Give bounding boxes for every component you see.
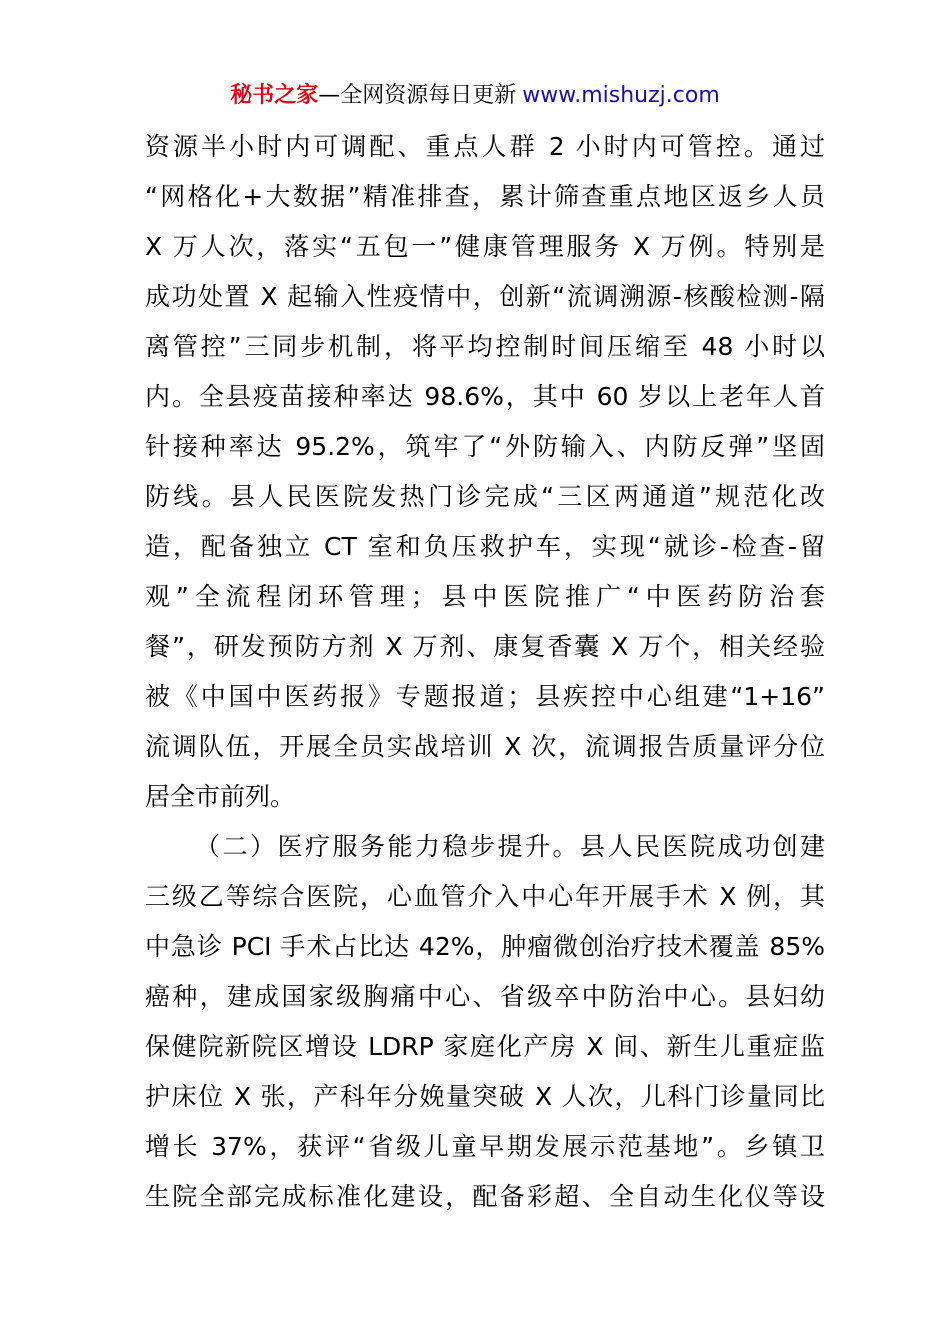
text-line: 护床位 X 张，产科年分娩量突破 X 人次，儿科门诊量同比 bbox=[145, 1082, 825, 1111]
text-line: 资源半小时内可调配、重点人群 2 小时内可管控。通过 bbox=[145, 132, 825, 161]
body-text bbox=[145, 122, 825, 1222]
text-line: 观”全流程闭环管理；县中医院推广“中医药防治套 bbox=[145, 582, 825, 611]
site-header bbox=[0, 80, 950, 112]
text-line: 离管控”三同步机制，将平均控制时间压缩至 48 小时以 bbox=[145, 332, 825, 361]
text-line: “网格化+大数据”精准排查，累计筛查重点地区返乡人员 bbox=[145, 182, 825, 211]
text-line: X 万人次，落实“五包一”健康管理服务 X 万例。特别是 bbox=[145, 232, 825, 261]
text-line: 居全市前列。 bbox=[145, 782, 296, 811]
site-brand: 秘书之家 bbox=[230, 83, 319, 108]
text-line: 餐”，研发预防方剂 X 万剂、康复香囊 X 万个，相关经验 bbox=[145, 632, 825, 661]
text-line: 成功处置 X 起输入性疫情中，创新“流调溯源-核酸检测-隔 bbox=[145, 282, 825, 311]
text-line: 中急诊 PCI 手术占比达 42%，肿瘤微创治疗技术覆盖 85% bbox=[145, 932, 825, 961]
site-url-link[interactable]: www.mishuzj.com bbox=[522, 83, 720, 108]
text-line: 癌种，建成国家级胸痛中心、省级卒中防治中心。县妇幼 bbox=[145, 982, 825, 1011]
text-line: 三级乙等综合医院，心血管介入中心年开展手术 X 例，其 bbox=[145, 882, 825, 911]
text-line: 造，配备独立 CT 室和负压救护车，实现“就诊-检查-留 bbox=[145, 532, 825, 561]
text-line: 流调队伍，开展全员实战培训 X 次，流调报告质量评分位 bbox=[145, 732, 825, 761]
text-line: 生院全部完成标准化建设，配备彩超、全自动生化仪等设 bbox=[145, 1182, 825, 1211]
text-line: 内。全县疫苗接种率达 98.6%，其中 60 岁以上老年人首 bbox=[145, 382, 825, 411]
section-heading-line: （二）医疗服务能力稳步提升。县人民医院成功创建 bbox=[195, 832, 825, 861]
site-tagline: —全网资源每日更新 bbox=[318, 83, 517, 108]
text-line: 针接种率达 95.2%，筑牢了“外防输入、内防反弹”坚固 bbox=[145, 432, 825, 461]
text-line: 被《中国中医药报》专题报道；县疾控中心组建“1+16” bbox=[145, 682, 825, 711]
text-line: 增长 37%，获评“省级儿童早期发展示范基地”。乡镇卫 bbox=[145, 1132, 825, 1161]
text-line: 防线。县人民医院发热门诊完成“三区两通道”规范化改 bbox=[145, 482, 825, 511]
text-line: 保健院新院区增设 LDRP 家庭化产房 X 间、新生儿重症监 bbox=[145, 1032, 825, 1061]
